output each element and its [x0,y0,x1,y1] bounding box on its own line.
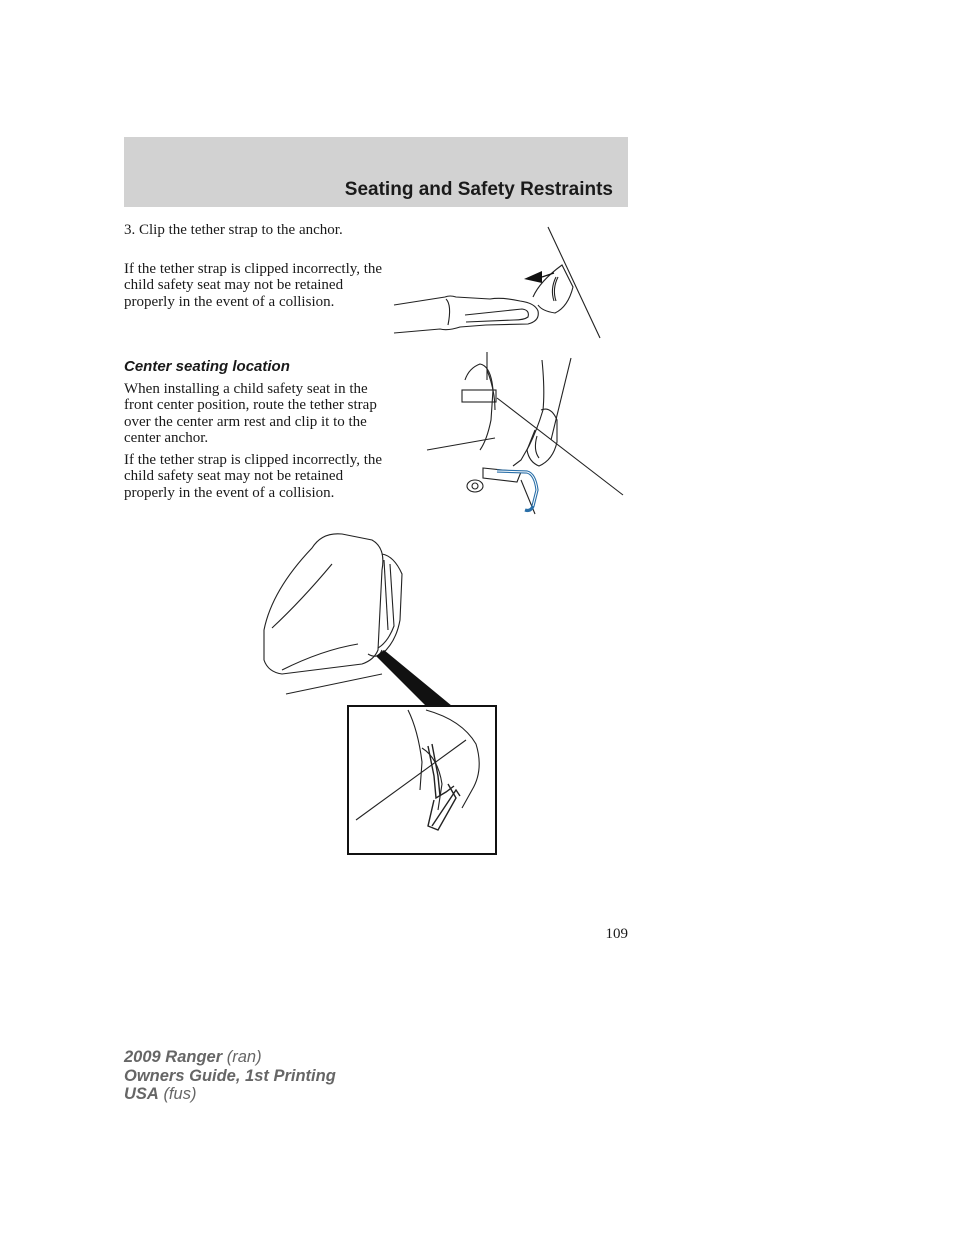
footer-market-code: (fus) [163,1085,197,1103]
section-header-band [124,137,628,207]
center-instructions-text: When installing a child safety seat in the front center position, route the tether strap over the center arm rest and clip it to the center anchor. [124,381,377,447]
footer-line-3 [124,1085,336,1104]
page-number: 109 [605,926,628,942]
footer-line-2 [124,1067,336,1086]
warning-text-1: If the tether strap is clipped incorrectly, the child safety seat may not be retained properly in the event of a collision. [124,261,383,310]
footer-market: USA [124,1085,159,1103]
footer-edition: Owners Guide, 1st Printing [124,1066,336,1085]
tether-clip-illustration [390,225,605,340]
document-footer [124,1048,336,1104]
footer-line-1 [124,1048,336,1067]
warning-text-2: If the tether strap is clipped incorrectly, the child safety seat may not be retained properly in the event of a collision. [124,452,383,501]
center-anchor-illustration [425,350,630,518]
footer-model-code: (ran) [226,1048,262,1066]
footer-model: 2009 Ranger [124,1048,223,1066]
step-3-text: 3. Clip the tether strap to the anchor. [124,222,343,238]
section-title: Seating and Safety Restraints [344,179,613,200]
seat-with-inset-illustration [262,530,502,860]
center-seating-heading: Center seating location [124,358,290,375]
